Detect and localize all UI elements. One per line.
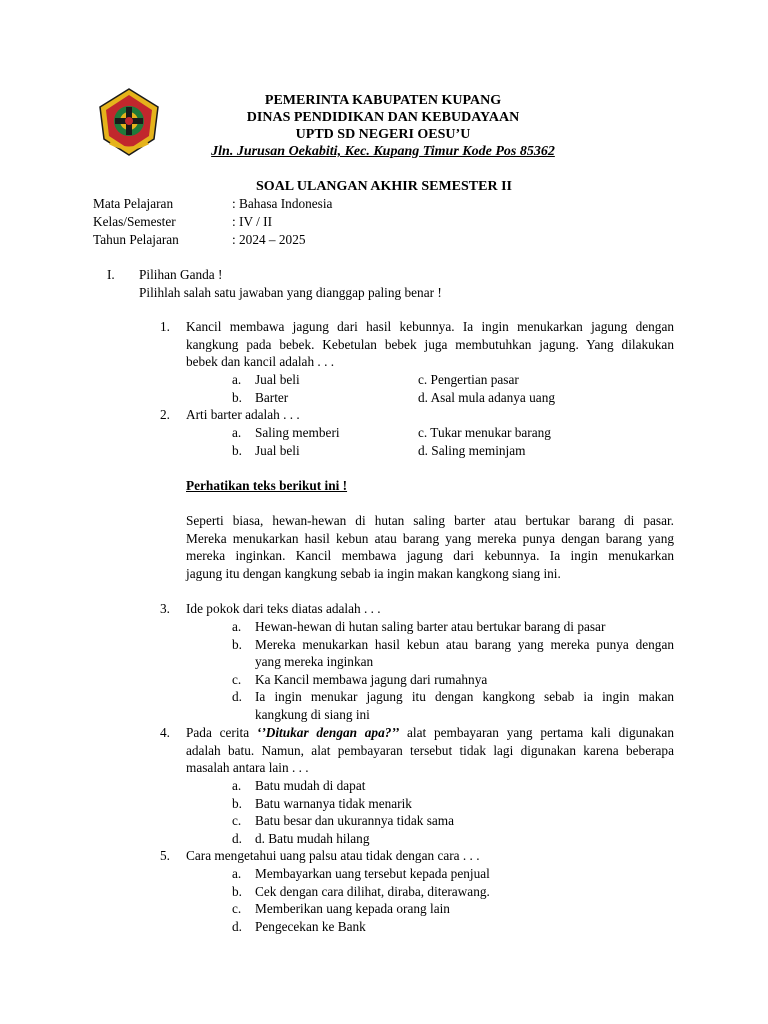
passage-line: jagung itu dengan kangkung sebab ia ingin makan kangkong siang ini. bbox=[186, 565, 561, 581]
option-row bbox=[232, 795, 674, 813]
letterhead bbox=[165, 92, 601, 160]
header-line-2: DINAS PENDIDIKAN DAN KEBUDAYAAN bbox=[246, 110, 520, 125]
question-text bbox=[186, 318, 674, 371]
option-letter: a. bbox=[232, 778, 242, 793]
option-row bbox=[232, 918, 674, 936]
option-text: Batu warnanya tidak menarik bbox=[255, 795, 412, 811]
option-row bbox=[232, 442, 674, 460]
option-d: d. Asal mula adanya uang bbox=[418, 389, 555, 405]
option-letter: c. bbox=[232, 901, 242, 917]
question-1 bbox=[160, 318, 674, 371]
question-text-line: masalah antara lain . . . bbox=[186, 760, 309, 776]
question-text: Ide pokok dari teks diatas adalah . . . bbox=[186, 601, 381, 616]
reading-passage bbox=[186, 512, 674, 582]
option-text: Batu besar dan ukurannya tidak sama bbox=[255, 813, 455, 829]
option-text: Hewan-hewan di hutan saling barter atau bertukar barang di pasar bbox=[255, 619, 606, 634]
section-instruction: Pilihlah salah satu jawaban yang dianggap paling benar ! bbox=[139, 285, 442, 300]
text-run: Pada cerita bbox=[186, 725, 257, 740]
section-title: Pilihan Ganda ! bbox=[139, 267, 223, 282]
option-text: Memberikan uang kepada orang lain bbox=[255, 901, 450, 917]
option-d: d. Saling meminjam bbox=[418, 442, 526, 458]
option-text: Ka Kancil membawa jagung dari rumahnya bbox=[255, 671, 488, 687]
option-letter: b. bbox=[232, 795, 242, 811]
option-row bbox=[232, 865, 674, 883]
section-number: I. bbox=[107, 267, 115, 282]
option-row bbox=[232, 424, 674, 442]
meta-value: : Bahasa Indonesia bbox=[232, 196, 333, 211]
meta-key: Kelas/Semester bbox=[93, 214, 176, 229]
reading-heading: Perhatikan teks berikut ini ! bbox=[186, 478, 348, 493]
option-text-line: Ia ingin menukar jagung itu dengan kangkong sebab ia ingin makan bbox=[255, 689, 674, 705]
exam-title: SOAL ULANGAN AKHIR SEMESTER II bbox=[256, 179, 512, 194]
question-5 bbox=[160, 847, 674, 865]
question-number: 3. bbox=[160, 601, 170, 616]
option-text bbox=[255, 688, 674, 723]
question-4 bbox=[160, 724, 674, 777]
text-run: alat pembayaran yang pertama kali digunakan bbox=[399, 725, 674, 740]
option-letter: b. bbox=[232, 389, 242, 405]
meta-value: : IV / II bbox=[232, 214, 273, 229]
meta-key: Tahun Pelajaran bbox=[93, 232, 179, 247]
question-text-line bbox=[186, 724, 674, 742]
meta-key: Mata Pelajaran bbox=[93, 196, 174, 211]
option-letter: a. bbox=[232, 425, 242, 440]
question-number: 5. bbox=[160, 848, 170, 863]
option-row bbox=[232, 883, 674, 901]
option-b: Jual beli bbox=[255, 442, 300, 458]
option-letter: a. bbox=[232, 619, 242, 634]
option-text-line: Mereka menukarkan hasil kebun atau barang yang mereka punya dengan bbox=[255, 636, 674, 652]
passage-line: Mereka menukarkan hasil kebun atau barang yang mereka punya dengan barang yang bbox=[186, 530, 674, 546]
option-letter: d. bbox=[232, 689, 242, 705]
question-3-options bbox=[232, 618, 674, 724]
question-number: 4. bbox=[160, 725, 170, 740]
option-text: Batu mudah di dapat bbox=[255, 778, 366, 793]
question-text-line: adalah batu. Namun, alat pembayaran tersebut tidak lagi digunakan karena beberapa bbox=[186, 742, 674, 758]
question-5-options bbox=[232, 865, 674, 935]
option-text-line: kangkung di siang ini bbox=[255, 706, 370, 722]
option-row bbox=[232, 830, 674, 848]
story-title-emphasis: ‘’Ditukar dengan apa?’’ bbox=[256, 725, 400, 740]
option-text: Membayarkan uang tersebut kepada penjual bbox=[255, 866, 490, 881]
option-letter: c. bbox=[232, 671, 242, 687]
option-text: Cek dengan cara dilihat, diraba, diterawang. bbox=[255, 883, 490, 899]
option-letter: d. bbox=[232, 918, 242, 934]
question-text bbox=[186, 724, 674, 777]
passage-line: mereka inginkan. Kancil membawa jagung dari kebunnya. Ia ingin menukarkan bbox=[186, 548, 674, 564]
question-text: Cara mengetahui uang palsu atau tidak dengan cara . . . bbox=[186, 848, 480, 863]
header-line-1: PEMERINTA KABUPATEN KUPANG bbox=[264, 93, 502, 108]
question-2-options bbox=[232, 424, 674, 459]
option-c: c. Pengertian pasar bbox=[418, 372, 519, 387]
question-1-options bbox=[232, 371, 674, 406]
regency-crest-logo bbox=[96, 87, 162, 157]
option-b: Barter bbox=[255, 389, 289, 405]
header-line-3: UPTD SD NEGERI OESU’U bbox=[295, 127, 471, 142]
passage-line: Seperti biasa, hewan-hewan di hutan saling barter atau bertukar barang di pasar. bbox=[186, 513, 674, 528]
question-text-line: kangkung pada bebek. Kebetulan bebek juga membutuhkan jagung. Yang dilakukan bbox=[186, 336, 674, 352]
option-a: Jual beli bbox=[255, 372, 300, 387]
meta-value: : 2024 – 2025 bbox=[232, 232, 306, 247]
option-row bbox=[232, 777, 674, 795]
option-row bbox=[232, 371, 674, 389]
option-letter: a. bbox=[232, 372, 242, 387]
question-3 bbox=[160, 600, 674, 618]
option-letter: d. bbox=[232, 830, 242, 846]
option-letter: b. bbox=[232, 442, 242, 458]
option-c: c. Tukar menukar barang bbox=[418, 425, 551, 440]
option-row bbox=[232, 688, 674, 723]
question-4-options bbox=[232, 777, 674, 847]
question-text-line: Kancil membawa jagung dari hasil kebunnya. Ia ingin menukarkan jagung dengan bbox=[186, 319, 674, 334]
option-a: Saling memberi bbox=[255, 425, 340, 440]
option-row bbox=[232, 636, 674, 671]
question-number: 1. bbox=[160, 319, 170, 334]
option-text-line: yang mereka inginkan bbox=[255, 654, 374, 670]
question-number: 2. bbox=[160, 407, 170, 422]
option-letter: b. bbox=[232, 883, 242, 899]
option-letter: c. bbox=[232, 813, 242, 829]
option-row bbox=[232, 389, 674, 407]
option-letter: b. bbox=[232, 636, 242, 652]
option-text bbox=[255, 636, 674, 671]
question-text: Arti barter adalah . . . bbox=[186, 407, 300, 422]
option-text: Pengecekan ke Bank bbox=[255, 918, 366, 934]
option-row bbox=[232, 671, 674, 689]
option-text: d. Batu mudah hilang bbox=[255, 830, 370, 846]
option-letter: a. bbox=[232, 866, 242, 881]
option-row bbox=[232, 812, 674, 830]
header-address: Jln. Jurusan Oekabiti, Kec. Kupang Timur Kode Pos 85362 bbox=[211, 144, 555, 159]
question-2 bbox=[160, 406, 674, 424]
option-row bbox=[232, 900, 674, 918]
option-row bbox=[232, 618, 674, 636]
question-text-line: bebek dan kancil adalah . . . bbox=[186, 354, 335, 370]
